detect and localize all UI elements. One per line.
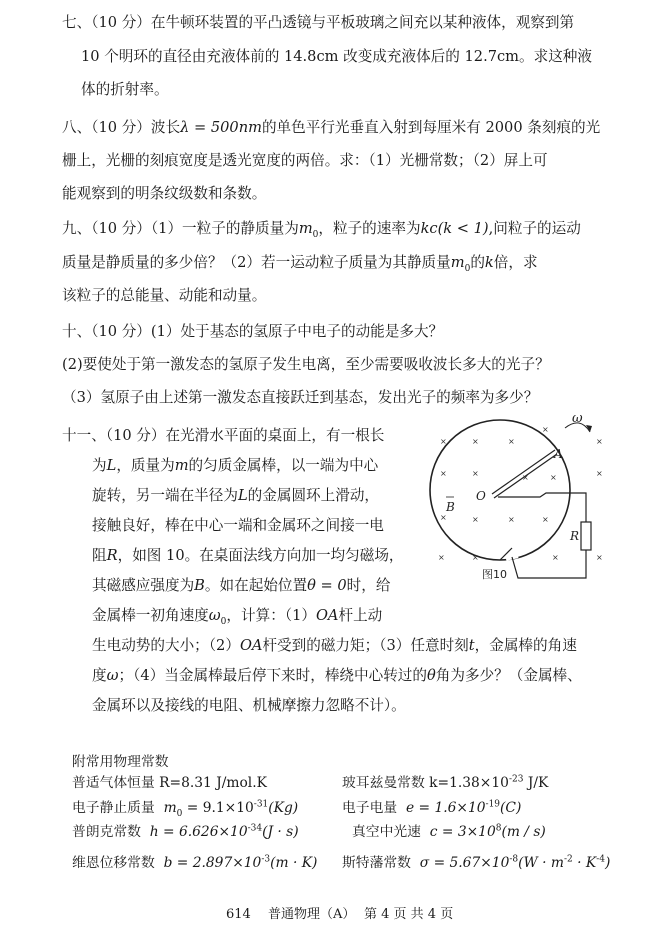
cross: × xyxy=(508,437,515,446)
resistor-symbol: R xyxy=(106,547,118,564)
k-symbol: k xyxy=(484,254,494,271)
exam-subject: 普通物理（A） xyxy=(268,907,356,922)
problem-7-line-1: 七、（10 分）在牛顿环装置的平凸透镜与平板玻璃之间充以某种液体，观察到第 xyxy=(62,14,575,31)
problem-8-line-2: 栅上，光栅的刻痕宽度是透光宽度的两倍。求：（1）光栅常数；（2）屏上可 xyxy=(62,152,548,169)
problem-11-line-6 xyxy=(92,576,390,596)
mass-symbol: m xyxy=(174,457,189,474)
text: 杆受到的磁力矩；（3）任意时刻 xyxy=(262,637,469,654)
value: σ = 5.67×10 xyxy=(419,855,510,871)
text: 九、（10 分）（1）一粒子的静质量为 xyxy=(62,220,299,237)
text: 的匀质金属棒，以一端为中心 xyxy=(188,457,379,474)
label: 电子静止质量 xyxy=(72,800,155,816)
problem-11-line-2 xyxy=(92,456,378,476)
text: 时，给 xyxy=(346,577,391,594)
cross: × xyxy=(596,437,603,446)
subscript: 0 xyxy=(312,229,319,240)
point-o-label: O xyxy=(476,489,486,503)
cross: × xyxy=(438,553,445,562)
problem-7-line-2: 10 个明环的直径由充液体前的 14.8cm 改变成充液体后的 12.7cm。求这种液 xyxy=(81,48,592,65)
text: ；（4）当金属棒最后停下来时，棒绕中心转过的 xyxy=(118,667,427,684)
problem-9-line-2 xyxy=(62,253,538,273)
resistor-label: R xyxy=(570,529,580,543)
wavelength-formula: λ = 500nm xyxy=(180,119,262,136)
label: 维恩位移常数 xyxy=(72,855,155,871)
theta-formula: θ = 0 xyxy=(307,577,347,594)
text: 八、（10 分）波长 xyxy=(62,119,181,136)
wien-constant xyxy=(72,853,317,873)
text: ，金属棒的角速 xyxy=(474,637,577,654)
exponent: -4 xyxy=(596,854,605,865)
value: b = 2.897×10 xyxy=(163,855,262,871)
cross: × xyxy=(472,437,479,446)
problem-11-line-1: 十一、（10 分）在光滑水平面的桌面上，有一根长 xyxy=(62,427,385,444)
label: 普朗克常数 xyxy=(72,824,141,840)
text: 。如在起始位置 xyxy=(204,577,308,594)
cross: × xyxy=(596,469,603,478)
text: 旋转，另一端在半径为 xyxy=(92,487,238,504)
unit: (C) xyxy=(500,800,522,816)
problem-10-line-1: 十、（10 分）(1）处于基态的氢原子中电子的动能是多大？ xyxy=(62,323,444,340)
cross: × xyxy=(522,473,529,482)
problem-9-line-3: 该粒子的总能量、动能和动量。 xyxy=(62,287,267,304)
figure-caption: 图10 xyxy=(482,568,507,581)
speed-of-light xyxy=(352,822,546,842)
text: 的单色平行光垂直入射到每厘米有 2000 条刻痕的光 xyxy=(261,119,601,136)
speed-formula: kc(k < 1) xyxy=(420,220,489,237)
electron-charge xyxy=(342,798,521,818)
cross: × xyxy=(472,515,479,524)
exponent: -31 xyxy=(253,799,269,810)
electron-mass xyxy=(72,798,298,818)
exponent: -3 xyxy=(261,854,271,865)
problem-11-line-4: 接触良好，棒在中心一端和金属环之间接一电 xyxy=(92,517,384,534)
planck-constant xyxy=(72,822,299,842)
problem-11-line-10: 金属环以及接线的电阻、机械摩擦力忽略不计）。 xyxy=(92,697,406,714)
omega-label: ω xyxy=(572,411,583,426)
metal-ring xyxy=(430,420,570,560)
text: ，粒子的速率为 xyxy=(318,220,421,237)
exponent: -8 xyxy=(509,854,519,865)
label: 真空中光速 xyxy=(352,824,421,840)
value: k=1.38×10 xyxy=(429,775,509,791)
symbol: m xyxy=(163,800,177,816)
cross: × xyxy=(440,437,447,446)
value: e = 1.6×10 xyxy=(405,800,486,816)
page-number: 第 4 页 共 4 页 xyxy=(364,907,454,922)
cross: × xyxy=(472,469,479,478)
exponent: -23 xyxy=(508,774,524,785)
wire-bottom xyxy=(512,550,586,578)
cross: × xyxy=(552,553,559,562)
exam-code: 614 xyxy=(226,907,251,922)
text: 为 xyxy=(92,457,107,474)
exponent: -34 xyxy=(247,823,263,834)
cross: × xyxy=(596,553,603,562)
cross: × xyxy=(472,553,479,562)
circuit-diagram xyxy=(420,410,620,588)
boltzmann-constant xyxy=(342,773,548,793)
time-symbol: t xyxy=(468,637,475,654)
problem-10-line-2: (2)要使处于第一激发态的氢原子发生电离，至少需要吸收波长多大的光子？ xyxy=(62,356,550,373)
text: 金属棒一初角速度 xyxy=(92,607,209,624)
problem-8-line-1 xyxy=(62,118,600,138)
text: ，如图 10。在桌面法线方向加一均匀磁场， xyxy=(117,547,404,564)
text: 的金属圆环上滑动， xyxy=(247,487,380,504)
rod-symbol: OA xyxy=(315,607,339,624)
omega-symbol: ω xyxy=(208,607,221,624)
cross: × xyxy=(440,469,447,478)
unit: (Kg) xyxy=(268,800,299,816)
cross: × xyxy=(550,473,557,482)
value: h = 6.626×10 xyxy=(149,824,248,840)
rest-mass-symbol: m xyxy=(450,254,465,271)
theta-symbol: θ xyxy=(426,667,436,684)
subscript: 0 xyxy=(176,808,183,819)
unit: (W · m xyxy=(518,855,564,871)
label: 玻耳兹曼常数 xyxy=(342,775,425,791)
subscript: 0 xyxy=(464,263,471,274)
resistor xyxy=(581,522,591,550)
text: 其磁感应强度为 xyxy=(92,577,195,594)
text: ,问粒子的运动 xyxy=(488,220,581,237)
length-symbol: L xyxy=(237,487,248,504)
length-symbol: L xyxy=(106,457,117,474)
problem-11-line-7 xyxy=(92,606,382,626)
stefan-constant xyxy=(342,853,610,873)
subscript: 0 xyxy=(220,616,227,627)
problem-10-line-3: （3）氢原子由上述第一激发态直接跃迁到基态，发出光子的频率为多少？ xyxy=(62,389,539,406)
problem-8-line-3: 能观察到的明条纹级数和条数。 xyxy=(62,185,267,202)
text: ，质量为 xyxy=(116,457,175,474)
text: 角为多少？（金属棒、 xyxy=(435,667,582,684)
cross: × xyxy=(508,515,515,524)
cross: × xyxy=(542,515,549,524)
text: 杆上动 xyxy=(338,607,383,624)
unit: (J · s) xyxy=(262,824,299,840)
unit: (m · K) xyxy=(270,855,318,871)
exponent: -2 xyxy=(563,854,573,865)
omega-symbol: ω xyxy=(106,667,119,684)
point-a-label: A xyxy=(554,447,563,461)
problem-11-line-3 xyxy=(92,486,379,506)
constants-title: 附常用物理常数 xyxy=(72,754,169,770)
rest-mass-symbol: m xyxy=(298,220,313,237)
text: 倍，求 xyxy=(493,254,538,271)
unit: · K xyxy=(572,855,597,871)
text: ，计算：（1） xyxy=(226,607,316,624)
unit: ) xyxy=(604,855,611,871)
unit: J/K xyxy=(523,775,549,791)
text: 质量是静质量的多少倍？（2）若一运动粒子质量为其静质量 xyxy=(62,254,451,271)
text: 阻 xyxy=(92,547,107,564)
figure-10 xyxy=(420,410,620,588)
gas-constant: 普适气体恒量 R=8.31 J/mol.K xyxy=(72,775,267,791)
field-symbol: B xyxy=(194,577,205,594)
exponent: -19 xyxy=(485,799,501,810)
cross: × xyxy=(542,425,549,434)
rod-symbol: OA xyxy=(239,637,263,654)
value: c = 3×10 xyxy=(429,824,496,840)
problem-11-line-8 xyxy=(92,636,577,656)
cross: × xyxy=(440,513,447,522)
problem-11-line-5 xyxy=(92,546,404,566)
text: 生电动势的大小；（2） xyxy=(92,637,240,654)
problem-9-line-1 xyxy=(62,219,581,239)
problem-7-line-3: 体的折射率。 xyxy=(81,81,169,98)
value: = 9.1×10 xyxy=(182,800,254,816)
rod-oa-a xyxy=(492,450,555,494)
label: 电子电量 xyxy=(342,800,398,816)
text: 度 xyxy=(92,667,107,684)
unit: (m / s) xyxy=(501,824,546,840)
problem-11-line-9 xyxy=(92,666,582,686)
text: 的 xyxy=(470,254,485,271)
exponent: 8 xyxy=(495,823,502,834)
field-b-label: B xyxy=(446,500,455,514)
label: 斯特藩常数 xyxy=(342,855,411,871)
